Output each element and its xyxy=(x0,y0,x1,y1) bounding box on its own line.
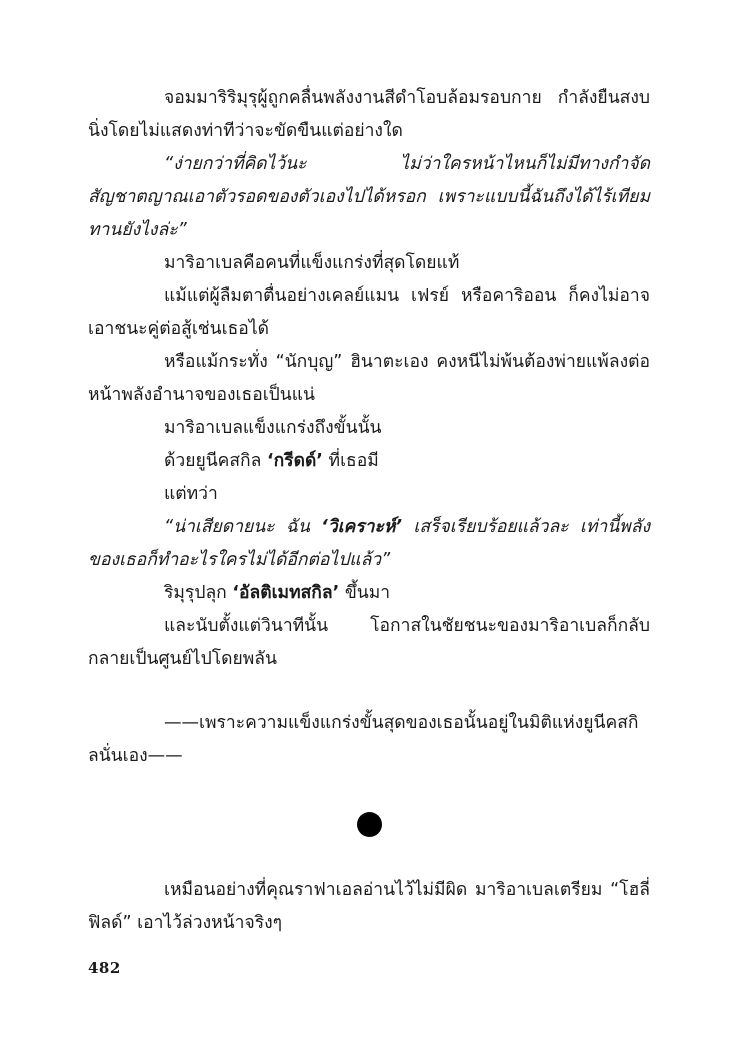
page-number: 482 xyxy=(88,959,121,977)
text-segment: ริมุรุปลุก xyxy=(164,583,233,603)
paragraph-strength-level: มาริอาเบลแข็งแกร่งถึงขั้นนั้น xyxy=(164,418,382,438)
story-text-bottom xyxy=(88,874,650,940)
paragraph-victory-chance: และนับตั้งแต่วินาทีนั้น โอกาสในชัยชนะของมาริอาเบลก็กลับกลายเป็นศูนย์ไปโดยพลัน xyxy=(88,616,650,669)
story-text-aside xyxy=(88,707,650,773)
paragraph-marybell-taunt: “ง่ายกว่าที่คิดไว้นะ ไม่ว่าใครหน้าไหนก็ไม่มีทางกำจัดสัญชาตญาณเอาตัวรอดของตัวเองไปได้หรอก เพราะแบบนี้ฉันถึงได้ไร้เทียมทานยังไงล่ะ” xyxy=(88,154,650,240)
skill-name-ultimate: ‘อัลติเมทสกิล’ xyxy=(232,583,340,603)
paragraph-analysis-dialogue xyxy=(88,511,650,577)
paragraph-however: แต่ทว่า xyxy=(164,484,218,504)
skill-name-greed: ‘กรีดด์’ xyxy=(266,451,323,471)
text-segment: ด้วยยูนีคสกิล xyxy=(164,451,267,471)
paragraph-unique-skill xyxy=(88,445,650,478)
black-circle-icon xyxy=(357,812,382,837)
text-segment: ขึ้นมา xyxy=(339,583,391,603)
paragraph-saint-hinata: หรือแม้กระทั่ง “นักบุญ” ฮินาตะเอง คงหนีไม่พ้นต้องพ่ายแพ้ลงต่อหน้าพลังอำนาจของเธอเป็นแน่ xyxy=(88,352,650,405)
text-segment: เสร็จเรียบร้อยแล้วละ เท่านี้พลังของเธอก็ทำอะไรใครไม่ได้อีกต่อไปแล้ว” xyxy=(88,517,650,570)
paragraph-dimension-of-unique-skill: ——เพราะความแข็งแกร่งขั้นสุดของเธอนั้นอยู่ในมิติแห่งยูนีคสกิลนั่นเอง—— xyxy=(88,713,639,766)
paragraph-holy-field: เหมือนอย่างที่คุณราฟาเอลอ่านไว้ไม่มีผิด มาริอาเบลเตรียม “โฮลี่ฟิลด์” เอาไว้ล่วงหน้าจริงๆ xyxy=(88,880,650,933)
skill-name-analysis: ‘วิเคราะห์’ xyxy=(321,517,403,537)
paragraph-ultimate-skill xyxy=(88,577,650,610)
story-text-top xyxy=(88,82,650,676)
text-segment: “น่าเสียดายนะ ฉัน xyxy=(164,517,322,537)
text-segment: ที่เธอมี xyxy=(322,451,379,471)
paragraph-marybell-strongest: มาริอาเบลคือคนที่แข็งแกร่งที่สุดโดยแท้ xyxy=(164,253,460,273)
paragraph-awakened-lords: แม้แต่ผู้ลืมตาตื่นอย่างเคลย์แมน เฟรย์ หรือคาริออน ก็คงไม่อาจเอาชนะคู่ต่อสู้เช่นเธอได้ xyxy=(88,286,650,339)
paragraph-rimuru-standing: จอมมาริริมุรุผู้ถูกคลื่นพลังงานสีดำโอบล้อมรอบกาย กำลังยืนสงบนิ่งโดยไม่แสดงท่าทีว่าจะขัดขืนแต่อย่างใด xyxy=(88,88,650,141)
